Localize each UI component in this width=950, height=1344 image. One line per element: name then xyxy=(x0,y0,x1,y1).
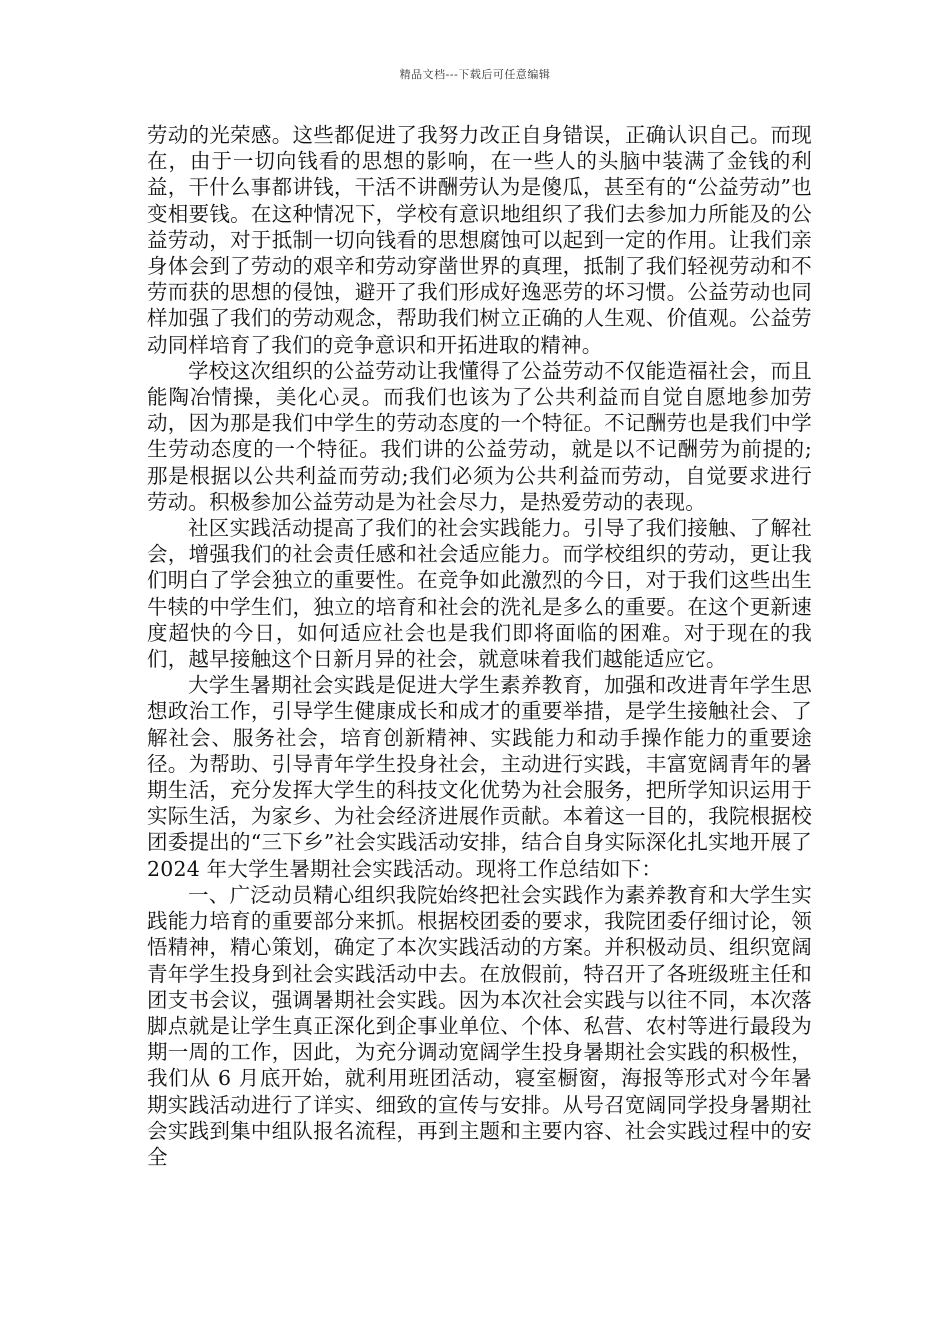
paragraph: 一、广泛动员精心组织我院始终把社会实践作为素养教育和大学生实践能力培育的重要部分来抓。根据校团委的要求，我院团委仔细讨论，领悟精神，精心策划，确定了本次实践活动的方案。并积极动员、组织宽阔青年学生投身到社会实践活动中去。在放假前，特召开了各班级班主任和团支书会议，强调暑期社会实践。因为本次社会实践与以往不同，本次落脚点就是让学生真正深化到企事业单位、个体、私营、农村等进行最段为期一周的工作，因此，为充分调动宽阔学生投身暑期社会实践的积极性，我们从 6 月底开始，就利用班团活动，寝室橱窗，海报等形式对今年暑期实践活动进行了详实、细致的宣传与安排。从号召宽阔同学投身暑期社会实践到集中组队报名流程，再到主题和主要内容、社会实践过程中的安全 xyxy=(147,882,812,1169)
paragraph: 劳动的光荣感。这些都促进了我努力改正自身错误，正确认识自己。而现在，由于一切向钱看的思想的影响，在一些人的头脑中装满了金钱的利益，干什么事都讲钱，干活不讲酬劳认为是傻瓜，甚至有的“公益劳动”也变相要钱。在这种情况下，学校有意识地组织了我们去参加力所能及的公益劳动，对于抵制一切向钱看的思想腐蚀可以起到一定的作用。让我们亲身体会到了劳动的艰辛和劳动穿凿世界的真理，抵制了我们轻视劳动和不劳而获的思想的侵蚀，避开了我们形成好逸恶劳的坏习惯。公益劳动也同样加强了我们的劳动观念，帮助我们树立正确的人生观、价值观。公益劳动同样培育了我们的竞争意识和开拓进取的精神。 xyxy=(147,123,812,357)
paragraph: 社区实践活动提高了我们的社会实践能力。引导了我们接触、了解社会，增强我们的社会责任感和社会适应能力。而学校组织的劳动，更让我们明白了学会独立的重要性。在竞争如此激烈的今日，对于我们这些出生牛犊的中学生们，独立的培育和社会的洗礼是多么的重要。在这个更新速度超快的今日，如何适应社会也是我们即将面临的困难。对于现在的我们，越早接触这个日新月异的社会，就意味着我们越能适应它。 xyxy=(147,516,812,672)
page-header: 精品文档---下载后可任意编辑 xyxy=(399,68,551,81)
paragraph: 学校这次组织的公益劳动让我懂得了公益劳动不仅能造福社会，而且能陶冶情操，美化心灵。而我们也该为了公共利益而自觉自愿地参加劳动，因为那是我们中学生的劳动态度的一个特征。不记酬劳也是我们中学生劳动态度的一个特征。我们讲的公益劳动，就是以不记酬劳为前提的;那是根据以公共利益而劳动;我们必须为公共利益而劳动，自觉要求进行劳动。积极参加公益劳动是为社会尽力，是热爱劳动的表现。 xyxy=(147,358,812,514)
document-body xyxy=(147,122,812,1170)
paragraph: 大学生暑期社会实践是促进大学生素养教育，加强和改进青年学生思想政治工作，引导学生健康成长和成才的重要举措，是学生接触社会、了解社会、服务社会，培育创新精神、实践能力和动手操作能力的重要途径。为帮助、引导青年学生投身社会，主动进行实践，丰富宽阔青年的暑期生活，充分发挥大学生的科技文化优势为社会服务，把所学知识运用于实际生活，为家乡、为社会经济进展作贡献。本着这一目的，我院根据校团委提出的“三下乡”社会实践活动安排，结合自身实际深化扎实地开展了 2024 年大学生暑期社会实践活动。现将工作总结如下： xyxy=(147,673,812,881)
